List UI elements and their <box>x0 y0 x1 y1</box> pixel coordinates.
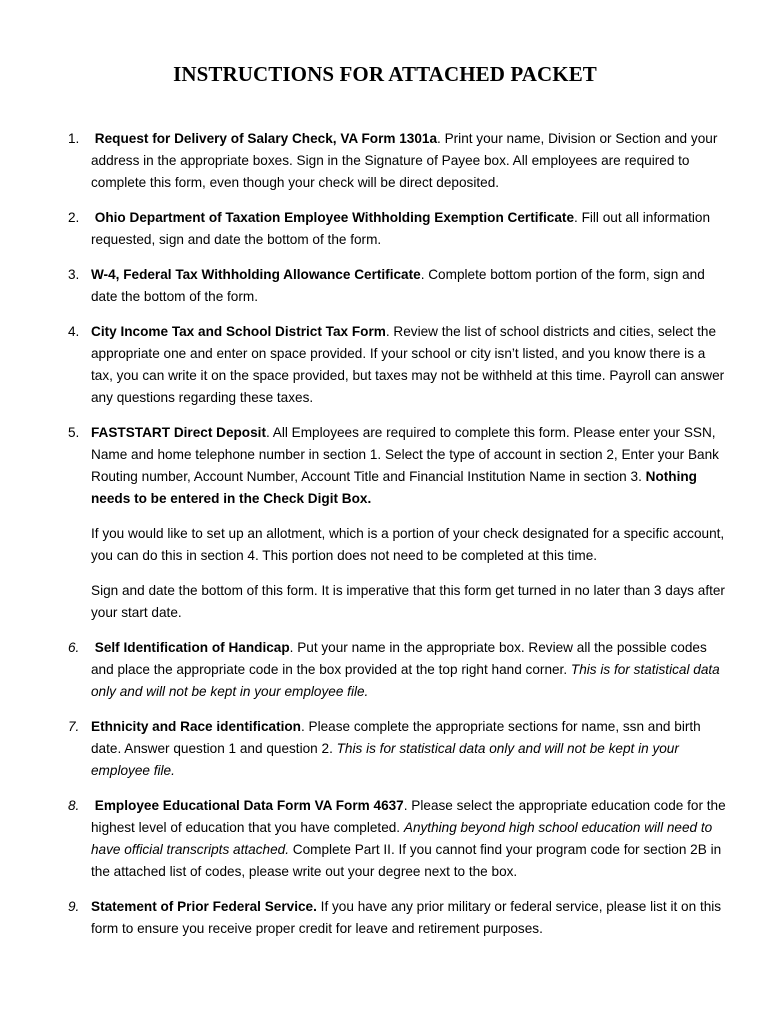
item-number: 1. <box>68 131 80 146</box>
list-item-3 <box>0 264 770 308</box>
item-heading: Ethnicity and Race identification <box>91 719 301 734</box>
item-heading: Employee Educational Data Form VA Form 4637 <box>94 798 404 813</box>
item-number: 7. <box>68 719 80 734</box>
item-text: . Please complete the appropriate sections for name, ssn and birth date. Answer question 1 and question 2. <box>91 719 701 756</box>
item-text: . Fill out all information requested, sign and date the bottom of the form. <box>91 210 711 247</box>
item-number: 8. <box>68 798 80 813</box>
item-text: . Put your name in the appropriate box. Review all the possible codes and place the appropriate code in the box provided at the top right hand corner. <box>91 640 707 677</box>
item-text: . All Employees are required to complete this form. Please enter your SSN, Name and home telephone number in section 1. Select the type of account in section 2, Enter your Bank Routing number, Account Number, Account Title and Financial Institution Name in section 3. <box>91 425 719 484</box>
list-item-4 <box>0 321 770 409</box>
item-heading: City Income Tax and School District Tax Form <box>91 324 386 339</box>
item-text: . Please select the appropriate education code for the highest level of education that you have completed. <box>91 798 726 835</box>
sign-date-paragraph: Sign and date the bottom of this form. It is imperative that this form get turned in no later than 3 days after your start date. <box>91 583 725 620</box>
item-paragraph <box>91 795 730 883</box>
allotment-paragraph: If you would like to set up an allotment, which is a portion of your check designated for a specific account, you can do this in section 4. This portion does not need to be completed at this time. <box>91 526 725 563</box>
item-heading: Request for Delivery of Salary Check, VA Form 1301a <box>94 131 438 146</box>
item-paragraph <box>91 321 730 409</box>
list-item-9 <box>0 896 770 940</box>
item-heading: Ohio Department of Taxation Employee Withholding Exemption Certificate <box>94 210 575 225</box>
statistical-note: This is for statistical data only and will not be kept in your employee file. <box>91 741 679 778</box>
statistical-note: This is for statistical data only and will not be kept in your employee file. <box>91 662 720 699</box>
item-number: 6. <box>68 640 80 655</box>
item-paragraph <box>91 637 730 703</box>
item-number: 9. <box>68 899 80 914</box>
item-text: . Review the list of school districts and cities, select the appropriate one and enter on space provided. If your school or city isn’t listed, and you know there is a tax, you can write it on the space provided, but taxes may not be withheld at this time. Payroll can answer any questions regarding these taxes. <box>91 324 725 405</box>
item-heading: Self Identification of Handicap <box>94 640 290 655</box>
list-item-1 <box>0 128 770 194</box>
item-number: 5. <box>68 425 80 440</box>
item-number: 4. <box>68 324 80 339</box>
item-text: . Complete bottom portion of the form, sign and date the bottom of the form. <box>91 267 705 304</box>
list-item-8 <box>0 795 770 883</box>
list-item-5 <box>0 422 770 624</box>
instructions-list <box>0 128 770 953</box>
item-number: 2. <box>68 210 80 225</box>
list-item-7 <box>0 716 770 782</box>
item-paragraph <box>91 896 730 940</box>
page-title: INSTRUCTIONS FOR ATTACHED PACKET <box>173 62 597 86</box>
item-text-after: Complete Part II. If you cannot find your program code for section 2B in the attached list of codes, please write out your degree next to the box. <box>91 842 722 879</box>
check-digit-note: Nothing needs to be entered in the Check Digit Box. <box>91 469 697 506</box>
item-paragraph <box>91 128 730 194</box>
item-text: If you have any prior military or federal service, please list it on this form to ensure you receive proper credit for leave and retirement purposes. <box>91 899 722 936</box>
list-item-2 <box>0 207 770 251</box>
item-heading: FASTSTART Direct Deposit <box>91 425 266 440</box>
item-text: . Print your name, Division or Section and your address in the appropriate boxes. Sign in the Signature of Payee box. All employees are required to complete this form, even though your check will be direct deposited. <box>91 131 718 190</box>
transcripts-note: Anything beyond high school education will need to have official transcripts attached. <box>91 820 713 857</box>
item-number: 3. <box>68 267 80 282</box>
item-heading: W-4, Federal Tax Withholding Allowance Certificate <box>91 267 421 282</box>
list-item-6 <box>0 637 770 703</box>
item-paragraph <box>91 207 730 251</box>
item-paragraph <box>91 422 730 510</box>
item-paragraph <box>91 264 730 308</box>
item-paragraph <box>91 716 730 782</box>
item-heading: Statement of Prior Federal Service. <box>91 899 317 914</box>
